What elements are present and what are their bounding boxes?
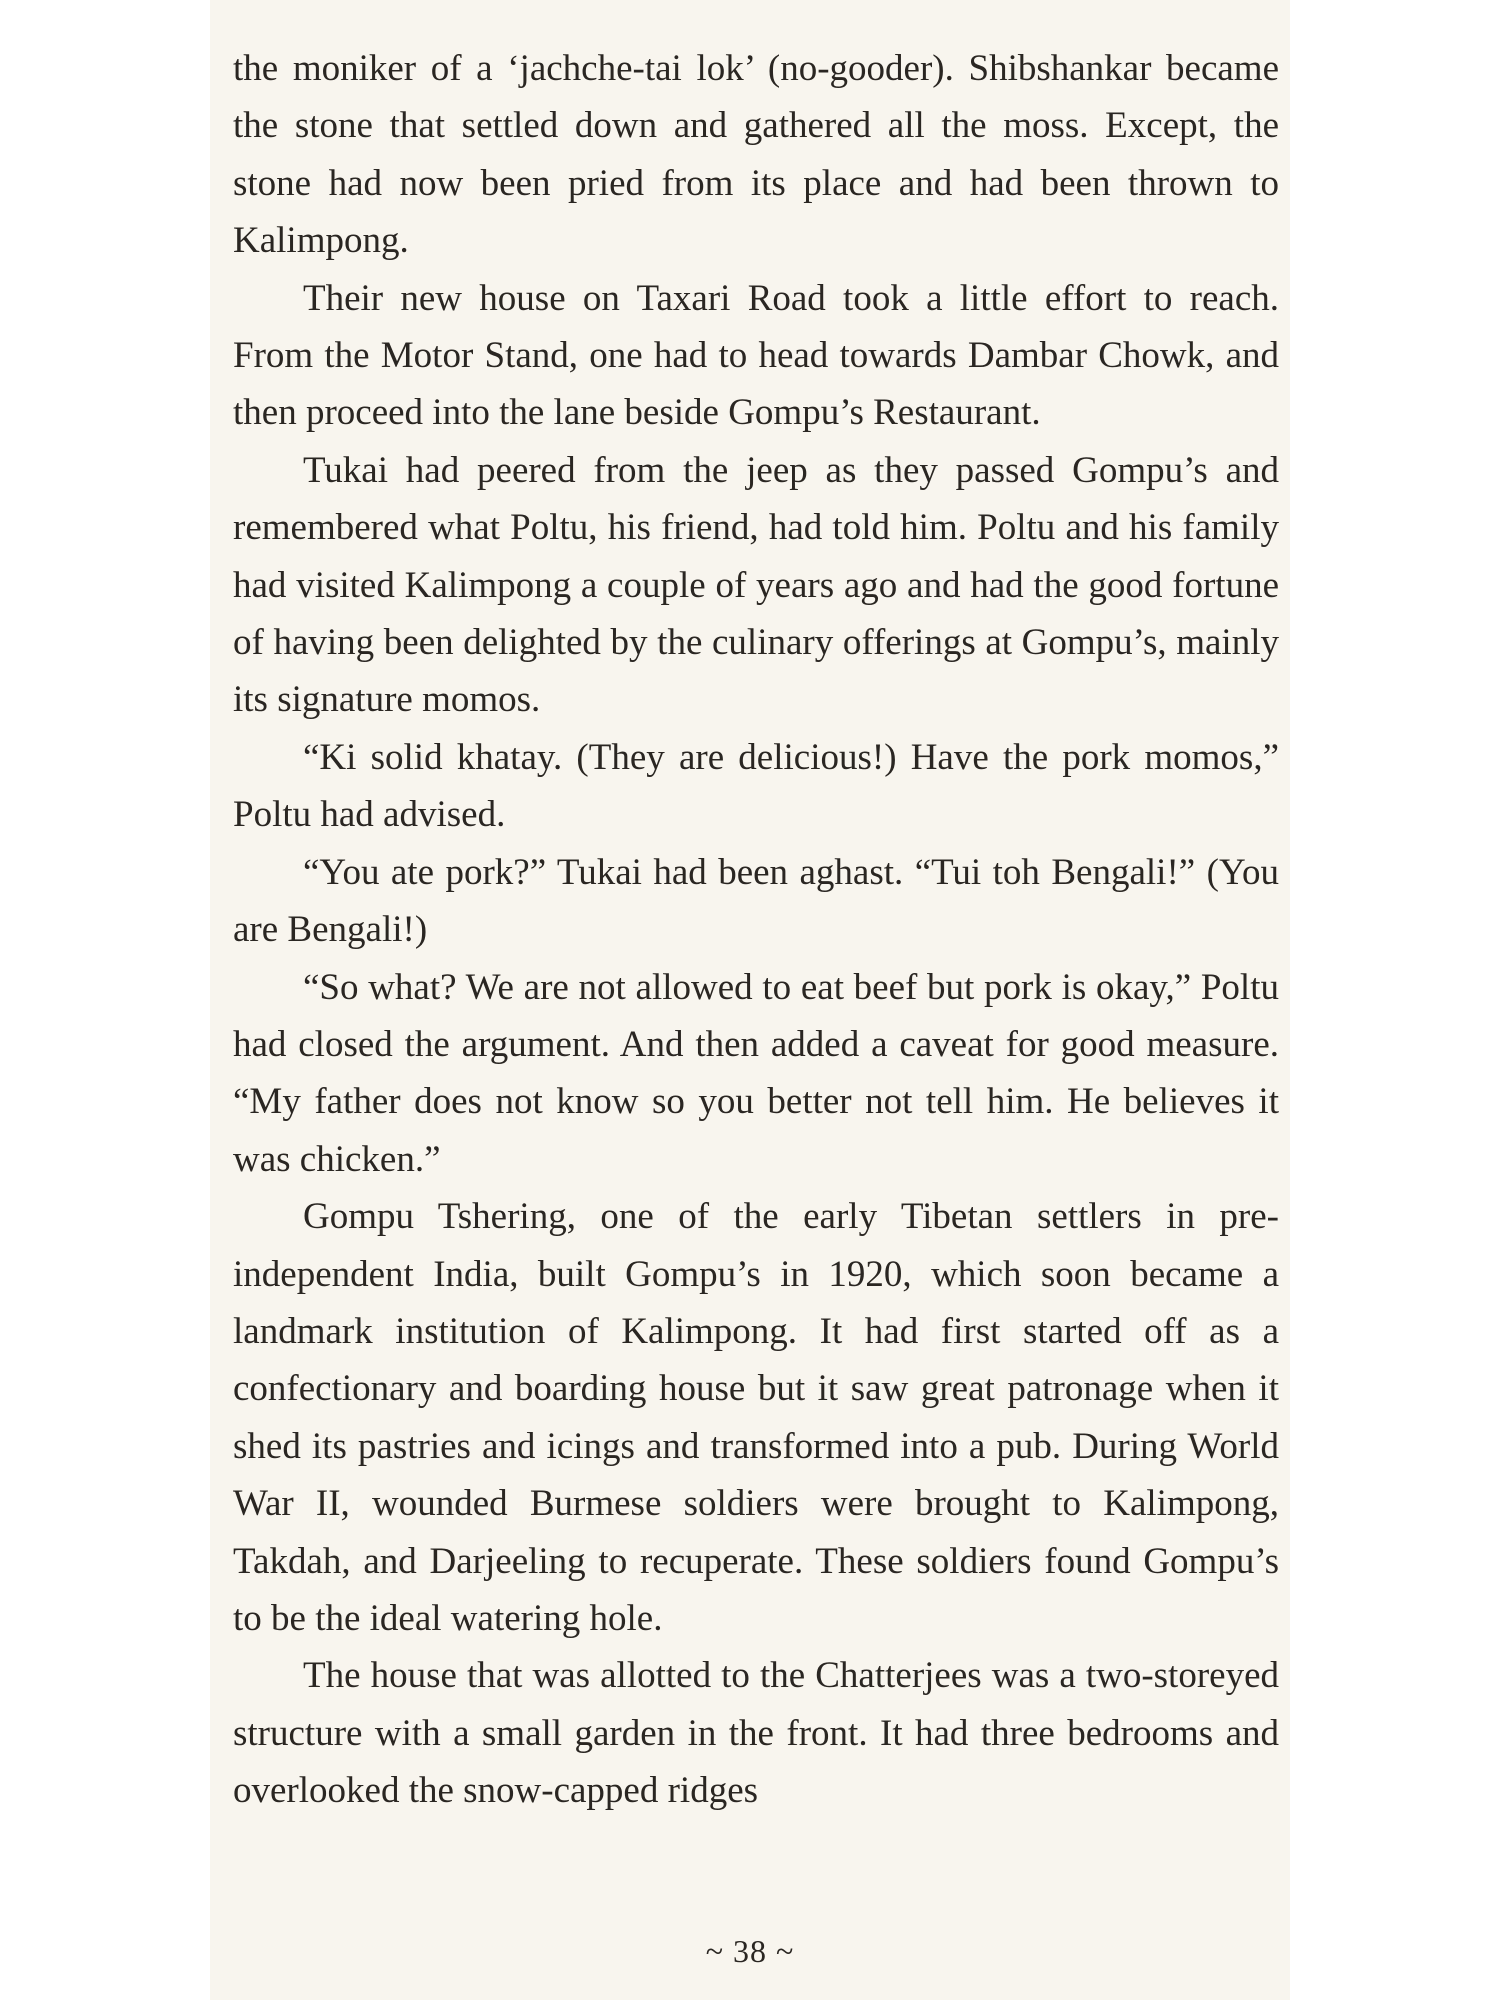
paragraph-continuation: the moniker of a ‘jachche-tai lok’ (no-gooder). Shibshankar became the stone that settled down and gathered all the moss. Except, the stone had now been pried from its place and had been thrown to Kalimpong. [233,48,1279,262]
paragraph-poltu-advice: “Ki solid khatay. (They are delicious!) Have the pork momos,” Poltu had advised. [233,736,1279,836]
paragraph-tukai-aghast: “You ate pork?” Tukai had been aghast. “Tui toh Bengali!” (You are Bengali!) [233,851,1279,951]
body-text [233,40,1279,1820]
paragraph-poltu-argument: “So what? We are not allowed to eat beef but pork is okay,” Poltu had closed the argument. And then added a caveat for good measure. “My father does not know so you better not tell him. He believes it was chicken.” [233,966,1279,1180]
page-number: ~ 38 ~ [705,1933,795,1969]
paragraph-gompu-history: Gompu Tshering, one of the early Tibetan settlers in pre-independent India, built Gompu’s in 1920, which soon became a landmark institution of Kalimpong. It had first started off as a confectionary and boarding house but it saw great patronage when it shed its pastries and icings and transformed into a pub. During World War II, wounded Burmese soldiers were brought to Kalimpong, Takdah, and Darjeeling to recuperate. These soldiers found Gompu’s to be the ideal watering hole. [233,1196,1279,1639]
paragraph-chatterjee-house: The house that was allotted to the Chatterjees was a two-storeyed structure with a small garden in the front. It had three bedrooms and overlooked the snow-capped ridges [233,1655,1279,1812]
paragraph-tukai-jeep: Tukai had peered from the jeep as they passed Gompu’s and remembered what Poltu, his friend, had told him. Poltu and his family had visited Kalimpong a couple of years ago and had the good fortune of having been delighted by the culinary offerings at Gompu’s, mainly its signature momos. [233,449,1279,721]
paragraph-taxari-road: Their new house on Taxari Road took a little effort to reach. From the Motor Stand, one had to head towards Dambar Chowk, and then proceed into the lane beside Gompu’s Restaurant. [233,277,1279,434]
